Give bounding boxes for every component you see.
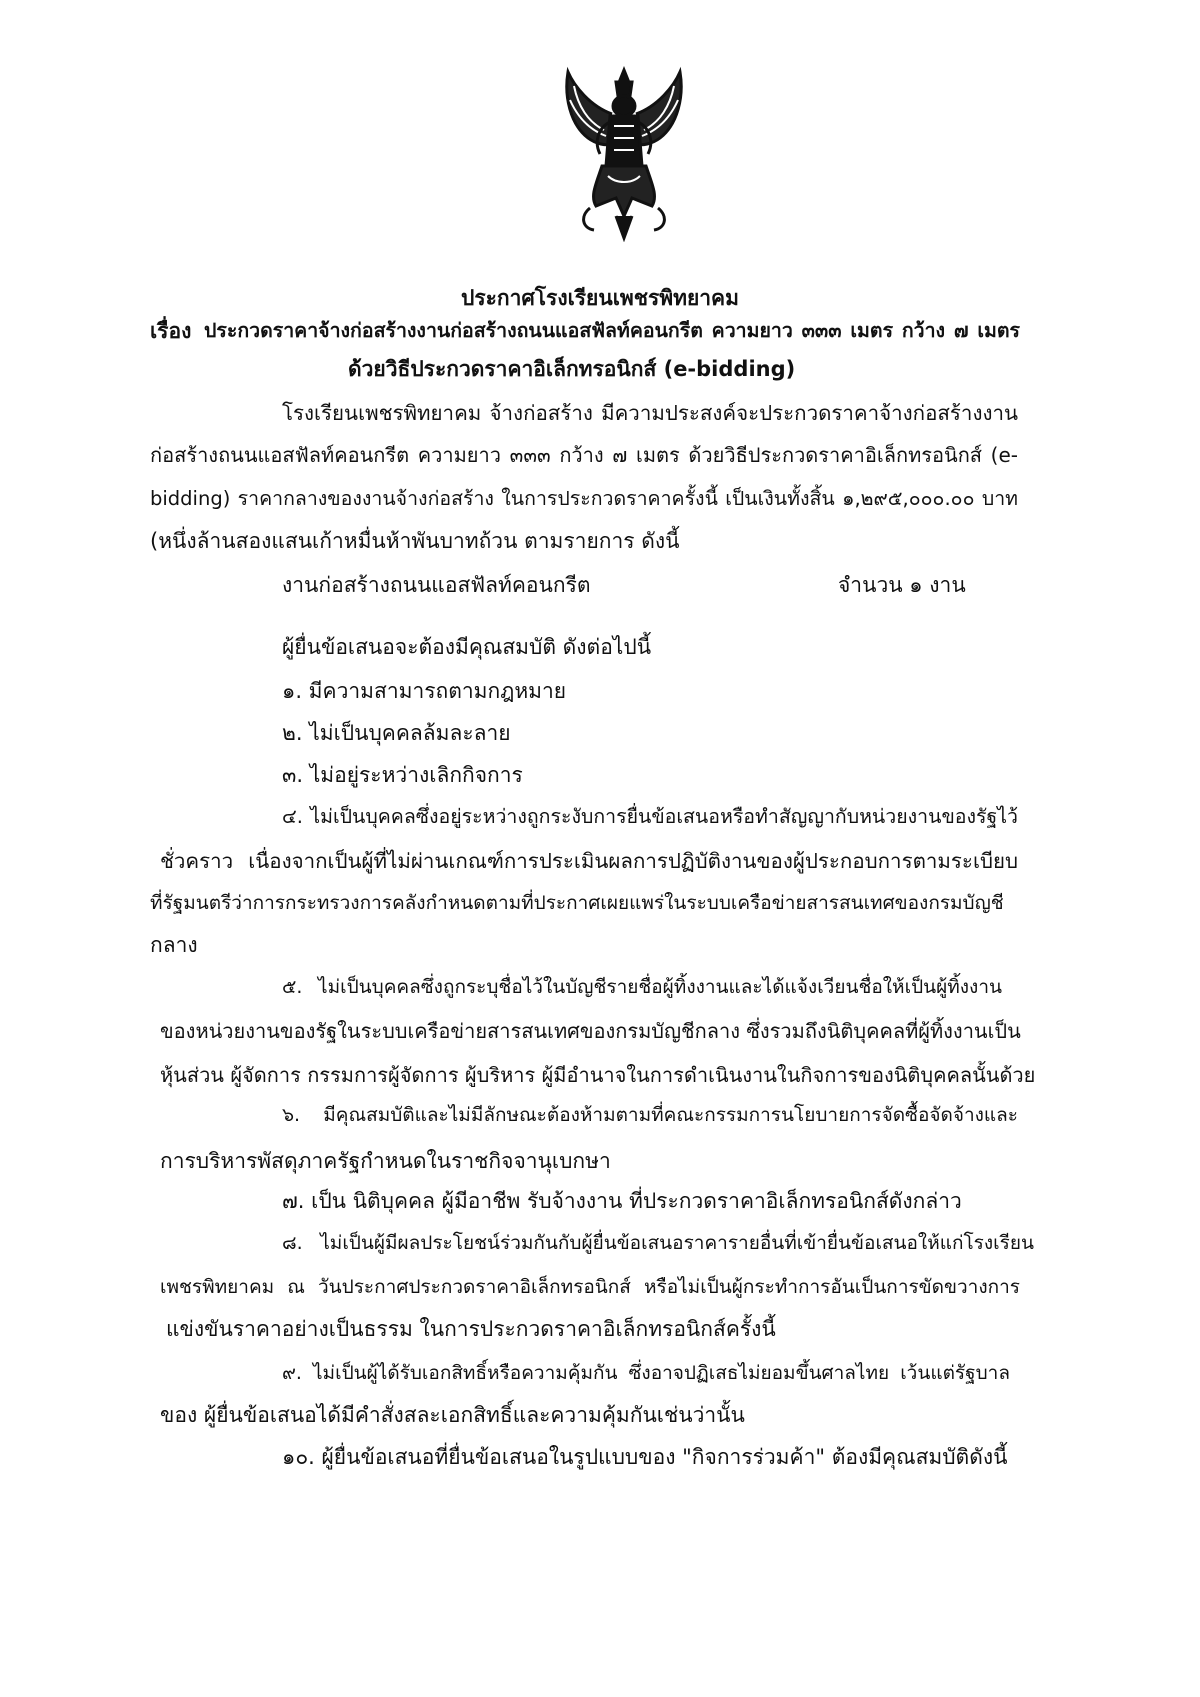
qualification-8-line-2: เพชรพิทยาคม ณ วันประกาศประกวดราคาอิเล็กทรอนิกส์ หรือไม่เป็นผู้กระทำการอันเป็นการขัดขวางการ: [160, 1276, 1020, 1298]
intro-line-4: (หนึ่งล้านสองแสนเก้าหมื่นห้าพันบาทถ้วน ตามรายการ ดังนี้: [150, 529, 680, 553]
qualification-4-line-2: ชั่วคราว เนื่องจากเป็นผู้ที่ไม่ผ่านเกณฑ์การประเมินผลการปฏิบัติงานของผู้ประกอบการตามระเบียบ: [160, 849, 1018, 873]
qualification-1: ๑. มีความสามารถตามกฎหมาย: [282, 679, 567, 703]
qualification-4-line-1: ๔. ไม่เป็นบุคคลซึ่งอยู่ระหว่างถูกระงับการยื่นข้อเสนอหรือทำสัญญากับหน่วยงานของรัฐไว้: [282, 805, 1018, 828]
qualification-8-line-3: แข่งขันราคาอย่างเป็นธรรม ในการประกวดราคาอิเล็กทรอนิกส์ครั้งนี้: [166, 1317, 776, 1341]
qualification-9-line-1: ๙. ไม่เป็นผู้ได้รับเอกสิทธิ์หรือความคุ้มกัน ซึ่งอาจปฏิเสธไม่ยอมขึ้นศาลไทย เว้นแต่รัฐบาล: [282, 1362, 1010, 1384]
qualification-5-line-1: ๕. ไม่เป็นบุคคลซึ่งถูกระบุชื่อไว้ในบัญชีรายชื่อผู้ทิ้งงานและได้แจ้งเวียนชื่อให้เป็นผู้ทิ้งงาน: [282, 976, 1002, 998]
qualification-10: ๑๐. ผู้ยื่นข้อเสนอที่ยื่นข้อเสนอในรูปแบบของ "กิจการร่วมค้า" ต้องมีคุณสมบัติดังนี้: [282, 1445, 1008, 1469]
subject-line-1: ประกวดราคาจ้างก่อสร้างงานก่อสร้างถนนแอสฟัลท์คอนกรีต ความยาว ๓๓๓ เมตร กว้าง ๗ เมตร: [204, 319, 1020, 342]
qualification-4-line-4: กลาง: [150, 933, 198, 957]
qualifications-heading: ผู้ยื่นข้อเสนอจะต้องมีคุณสมบัติ ดังต่อไปนี้: [282, 635, 652, 659]
qualification-8-line-1: ๘. ไม่เป็นผู้มีผลประโยชน์ร่วมกันกับผู้ยื่นข้อเสนอราคารายอื่นที่เข้ายื่นข้อเสนอให้แก่โรงเรียน: [282, 1232, 1034, 1254]
announcement-title: ประกาศโรงเรียนเพชรพิทยาคม: [461, 286, 739, 310]
intro-line-2: ก่อสร้างถนนแอสฟัลท์คอนกรีต ความยาว ๓๓๓ กว้าง ๗ เมตร ด้วยวิธีประกวดราคาอิเล็กทรอนิกส์ (e-: [150, 443, 1018, 467]
intro-line-3: bidding) ราคากลางของงานจ้างก่อสร้าง ในการประกวดราคาครั้งนี้ เป็นเงินทั้งสิ้น ๑,๒๙๕,๐๐๐.๐๐ บาท: [150, 487, 1018, 510]
qualification-9-line-2: ของ ผู้ยื่นข้อเสนอได้มีคำสั่งสละเอกสิทธิ์และความคุ้มกันเช่นว่านั้น: [160, 1403, 745, 1427]
subject-label: เรื่อง: [150, 319, 192, 343]
qualification-5-line-3: หุ้นส่วน ผู้จัดการ กรรมการผู้จัดการ ผู้บริหาร ผู้มีอำนาจในการดำเนินงานในกิจการของนิติบุคคลนั้นด้วย: [160, 1063, 1036, 1087]
qualification-3: ๓. ไม่อยู่ระหว่างเลิกกิจการ: [282, 763, 523, 787]
qualification-4-line-3: ที่รัฐมนตรีว่าการกระทรวงการคลังกำหนดตามที่ประกาศเผยแพร่ในระบบเครือข่ายสารสนเทศของกรมบัญชี: [150, 892, 1004, 914]
qualification-7: ๗. เป็น นิติบุคคล ผู้มีอาชีพ รับจ้างงาน ที่ประกวดราคาอิเล็กทรอนิกส์ดังกล่าว: [282, 1189, 962, 1213]
qualification-6-line-2: การบริหารพัสดุภาครัฐกำหนดในราชกิจจานุเบกษา: [160, 1149, 611, 1173]
item-name: งานก่อสร้างถนนแอสฟัลท์คอนกรีต: [282, 573, 591, 597]
intro-line-1: โรงเรียนเพชรพิทยาคม จ้างก่อสร้าง มีความประสงค์จะประกวดราคาจ้างก่อสร้างงาน: [282, 401, 1018, 425]
qualification-5-line-2: ของหน่วยงานของรัฐในระบบเครือข่ายสารสนเทศของกรมบัญชีกลาง ซึ่งรวมถึงนิติบุคคลที่ผู้ทิ้งงานเป็น: [160, 1019, 1021, 1043]
item-quantity: จำนวน ๑ งาน: [838, 573, 966, 597]
subject-line-2: ด้วยวิธีประกวดราคาอิเล็กทรอนิกส์ (e-bidding): [348, 357, 796, 381]
qualification-6-line-1: ๖. มีคุณสมบัติและไม่มีลักษณะต้องห้ามตามที่คณะกรรมการนโยบายการจัดซื้อจัดจ้างและ: [282, 1104, 1018, 1126]
garuda-emblem-icon: [560, 66, 688, 242]
qualification-2: ๒. ไม่เป็นบุคคลล้มละลาย: [282, 721, 511, 745]
